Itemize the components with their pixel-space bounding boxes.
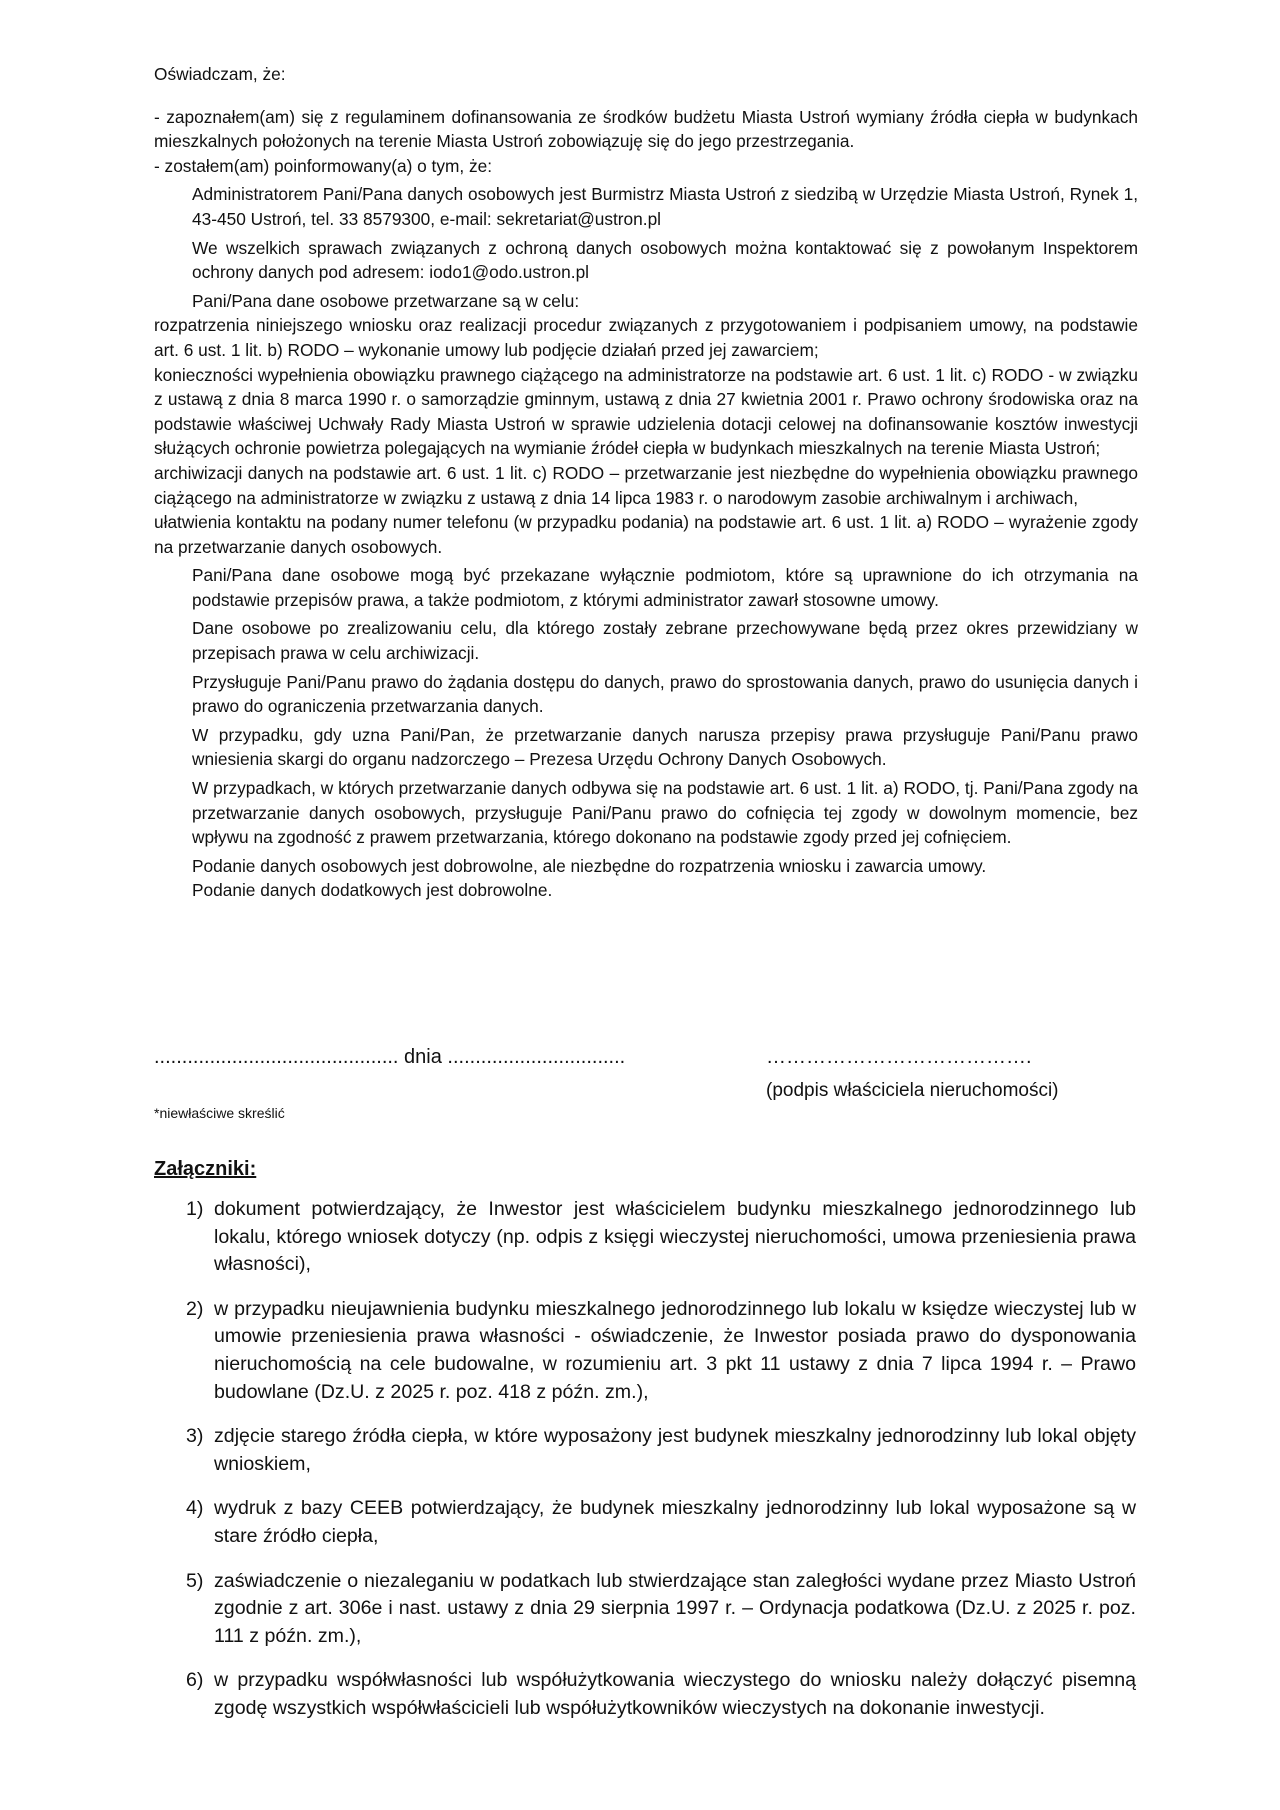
attachments-heading: Załączniki: [154, 1158, 257, 1180]
rodo-rights: Przysługuje Pani/Panu prawo do żądania dostępu do danych, prawo do sprostowania danych, prawo do usunięcia danych i prawo do ograniczenia przetwarzania danych. [192, 671, 1138, 717]
attachment-text: dokument potwierdzający, że Inwestor jest właścicielem budynku mieszkalnego jednorodzinnego lub lokalu, którego wniosek dotyczy (np. odpis z księgi wieczystej nieruchomości, umowa przeniesienia prawa własności), [214, 1198, 1136, 1276]
attachments-list [186, 1196, 1136, 1740]
place-date-line: ............................................ dnia ................................ [154, 1046, 626, 1068]
attachment-item [186, 1495, 1136, 1550]
rodo-purpose-intro: Pani/Pana dane osobowe przetwarzane są w celu: [192, 290, 580, 311]
attachment-text: w przypadku nieujawnienia budynku mieszkalnego jednorodzinnego lub lokalu w księdze wieczystej lub w umowie przeniesienia prawa własności - oświadczenie, że Inwestor posiada prawo do dysponowania nieruchomością na cele budowalne, w rozumieniu art. 3 pkt 11 ustawy z dnia 7 lipca 1994 r. – Prawo budowlane (Dz.U. z 2025 r. poz. 418 z późn. zm.), [214, 1297, 1136, 1403]
attachment-number: 2) [186, 1297, 204, 1320]
attachment-item [186, 1568, 1136, 1651]
attachment-text: zdjęcie starego źródła ciepła, w które wyposażony jest budynek mieszkalny jednorodzinny lub lokal objęty wnioskiem, [214, 1425, 1136, 1475]
attachment-item [186, 1667, 1136, 1722]
attachment-number: 5) [186, 1569, 204, 1592]
footnote: *niewłaściwe skreślić [154, 1105, 285, 1121]
declaration-heading: Oświadczam, że: [154, 64, 286, 84]
attachment-item [186, 1423, 1136, 1478]
attachment-item [186, 1296, 1136, 1406]
rodo-purpose-contact: ułatwienia kontaktu na podany numer telefonu (w przypadku podania) na podstawie art. 6 ust. 1 lit. a) RODO – wyrażenie zgody na przetwarzanie danych osobowych. [154, 512, 1138, 557]
attachment-number: 4) [186, 1497, 204, 1520]
attachment-item [186, 1196, 1136, 1279]
rodo-purpose-legal-obligation: konieczności wypełnienia obowiązku prawnego ciążącego na administratorze na podstawie art. 6 ust. 1 lit. c) RODO - w związku z ustawą z dnia 8 marca 1990 r. o samorządzie gminnym, ustawą z dnia 27 kwietnia 2001 r. Prawo ochrony środowiska oraz na podstawie właściwej Uchwały Rady Miasta Ustroń w sprawie udzielenia dotacji celowej na dofinansowanie kosztów inwestycji służących ochronie powietrza polegających na wymianie źródeł ciepła w budynkach mieszkalnych na terenie Miasta Ustroń; [154, 364, 1138, 459]
rodo-data-protection-officer: We wszelkich sprawach związanych z ochroną danych osobowych można kontaktować się z powołanym Inspektorem ochrony danych pod adresem: iodo1@odo.ustron.pl [192, 237, 1138, 283]
declaration-regulation-clause: - zapoznałem(am) się z regulaminem dofinansowania ze środków budżetu Miasta Ustroń wymiany źródła ciepła w budynkach mieszkalnych położonych na terenie Miasta Ustroń zobowiązuję się do jego przestrzegania. [154, 106, 1138, 152]
rodo-consent-withdrawal: W przypadkach, w których przetwarzanie danych odbywa się na podstawie art. 6 ust. 1 lit. a) RODO, tj. Pani/Pana zgody na przetwarzanie danych osobowych, przysługuje Pani/Panu prawo do cofnięcia tej zgody w dowolnym momencie, bez wpływu na zgodność z prawem przetwarzania, którego dokonano na podstawie zgody przed jej cofnięciem. [192, 778, 1138, 848]
rodo-recipients: Pani/Pana dane osobowe mogą być przekazane wyłącznie podmiotom, które są uprawnione do ich otrzymania na podstawie przepisów prawa, a także podmiotom, z którymi administrator zawarł stosowne umowy. [192, 565, 1138, 610]
rodo-voluntary-additional: Podanie danych dodatkowych jest dobrowolne. [192, 880, 553, 901]
attachment-text: zaświadczenie o niezaleganiu w podatkach lub stwierdzające stan zaległości wydane przez Miasto Ustroń zgodnie z art. 306e i nast. ustawy z dnia 29 sierpnia 1997 r. – Ordynacja podatkowa (Dz.U. z 2025 r. poz. 111 z późn. zm.), [214, 1569, 1136, 1647]
rodo-retention: Dane osobowe po zrealizowaniu celu, dla którego zostały zebrane przechowywane będą przez okres przewidziany w przepisach prawa w celu archiwizacji. [192, 618, 1138, 664]
rodo-complaint: W przypadku, gdy uzna Pani/Pan, że przetwarzanie danych narusza przepisy prawa przysługuje Pani/Panu prawo wniesienia skargi do organu nadzorczego – Prezesa Urzędu Ochrony Danych Osobowych. [192, 724, 1138, 770]
attachment-text: w przypadku współwłasności lub współużytkowania wieczystego do wniosku należy dołączyć pisemną zgodę wszystkich współwłaścicieli lub współużytkowników wieczystych na dokonanie inwestycji. [214, 1669, 1136, 1719]
declaration-informed-clause: - zostałem(am) poinformowany(a) o tym, że: [154, 155, 493, 176]
attachment-number: 1) [186, 1198, 204, 1220]
rodo-voluntary-data: Podanie danych osobowych jest dobrowolne, ale niezbędne do rozpatrzenia wniosku i zawarcia umowy. [192, 855, 987, 876]
declaration-section [154, 62, 1138, 903]
rodo-purpose-contract: rozpatrzenia niniejszego wniosku oraz realizacji procedur związanych z przygotowaniem i podpisaniem umowy, na podstawie art. 6 ust. 1 lit. b) RODO – wykonanie umowy lub podjęcie działań przed jej zawarciem; [154, 315, 1138, 360]
rodo-purpose-archiving: archiwizacji danych na podstawie art. 6 ust. 1 lit. c) RODO – przetwarzanie jest niezbędne do wypełnienia obowiązku prawnego ciążącego na administratorze w związku z ustawą z dnia 14 lipca 1983 r. o narodowym zasobie archiwalnym i archiwach, [154, 462, 1138, 508]
attachment-number: 3) [186, 1425, 204, 1448]
attachment-number: 6) [186, 1669, 204, 1692]
rodo-administrator: Administratorem Pani/Pana danych osobowych jest Burmistrz Miasta Ustroń z siedzibą w Urzędzie Miasta Ustroń, Rynek 1, 43-450 Ustroń, tel. 33 8579300, e-mail: sekretariat@ustron.pl [192, 184, 1138, 229]
signature-caption: (podpis właściciela nieruchomości) [766, 1080, 1059, 1101]
attachment-text: wydruk z bazy CEEB potwierdzający, że budynek mieszkalny jednorodzinny lub lokal wyposażone są w stare źródło ciepła, [214, 1497, 1136, 1547]
signature-line: …………………………………. [766, 1046, 1032, 1068]
